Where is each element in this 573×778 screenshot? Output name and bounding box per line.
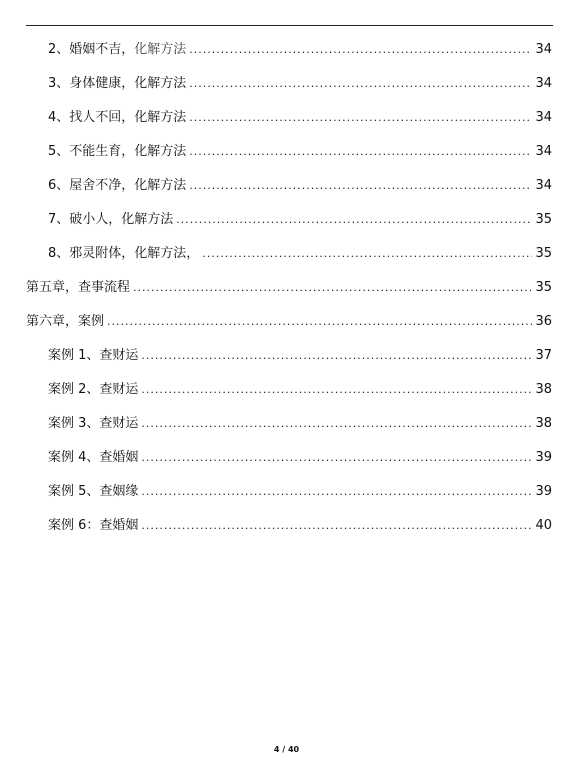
- toc-entry[interactable]: [0, 412, 573, 432]
- toc-page-number: 34: [535, 144, 552, 159]
- toc-entry[interactable]: [0, 106, 573, 126]
- toc-entry-label: 第五章，查事流程: [26, 280, 131, 295]
- toc-entry[interactable]: [0, 378, 573, 398]
- toc-dot-leader: [189, 76, 532, 92]
- toc-dot-leader: [141, 450, 532, 466]
- toc-entry-label: 3、身体健康，化解方法: [48, 76, 187, 91]
- toc-entry[interactable]: [0, 242, 573, 262]
- toc-dot-leader: [189, 110, 532, 126]
- toc-entry[interactable]: [0, 344, 573, 364]
- toc-dot-leader: [133, 280, 532, 296]
- header-rule: [26, 25, 553, 26]
- toc-entry-label: 第六章，案例: [26, 314, 105, 329]
- toc-entry-label: 案例 1、查财运: [48, 348, 139, 363]
- toc-entry-label: 案例 6：查婚姻: [48, 518, 139, 533]
- toc-dot-leader: [107, 314, 532, 330]
- toc-page-number: 34: [535, 42, 552, 57]
- toc-entry[interactable]: [0, 514, 573, 534]
- toc-page-number: 38: [535, 416, 552, 431]
- page-indicator: 4 / 40: [273, 745, 300, 754]
- toc-page-number: 34: [535, 76, 552, 91]
- toc-entry-label: 案例 3、查财运: [48, 416, 139, 431]
- toc-page-number: 34: [535, 110, 552, 125]
- toc-page-number: 38: [535, 382, 552, 397]
- toc-dot-leader: [189, 144, 532, 160]
- toc-entry-label: 案例 4、查婚姻: [48, 450, 139, 465]
- toc-dot-leader: [141, 416, 532, 432]
- toc-page-number: 35: [535, 280, 552, 295]
- toc-entry-label: 案例 2、查财运: [48, 382, 139, 397]
- toc-entry-label: 5、不能生育，化解方法: [48, 144, 187, 159]
- toc-entry[interactable]: [0, 72, 573, 92]
- toc-chapter-entry[interactable]: [0, 276, 573, 296]
- toc-entry[interactable]: [0, 480, 573, 500]
- toc-entry-label: 2、婚姻不吉，化解方法: [48, 42, 187, 57]
- toc-dot-leader: [202, 246, 532, 262]
- toc-entry[interactable]: [0, 38, 573, 58]
- toc-page-number: 40: [535, 518, 552, 533]
- toc-entry-label: 6、屋舍不净，化解方法: [48, 178, 187, 193]
- toc-entry[interactable]: [0, 446, 573, 466]
- toc-page-number: 36: [535, 314, 552, 329]
- toc-dot-leader: [176, 212, 532, 228]
- toc-chapter-entry[interactable]: [0, 310, 573, 330]
- toc-entry[interactable]: [0, 174, 573, 194]
- toc-entry-label: 案例 5、查姻缘: [48, 484, 139, 499]
- toc-page-number: 37: [535, 348, 552, 363]
- toc-dot-leader: [141, 382, 532, 398]
- toc-dot-leader: [141, 518, 532, 534]
- toc-dot-leader: [189, 178, 532, 194]
- toc-dot-leader: [189, 42, 532, 58]
- toc-page-number: 39: [535, 484, 552, 499]
- toc-dot-leader: [141, 484, 532, 500]
- toc-entry-label: 4、找人不回，化解方法: [48, 110, 187, 125]
- toc-entry-label: 7、破小人，化解方法: [48, 212, 174, 227]
- toc-page-number: 39: [535, 450, 552, 465]
- toc-entry-label: 8、邪灵附体，化解方法，: [48, 246, 200, 261]
- toc-page-number: 35: [535, 246, 552, 261]
- toc-page-number: 34: [535, 178, 552, 193]
- toc-page-number: 35: [535, 212, 552, 227]
- toc-entry[interactable]: [0, 208, 573, 228]
- toc-entry[interactable]: [0, 140, 573, 160]
- toc-dot-leader: [141, 348, 532, 364]
